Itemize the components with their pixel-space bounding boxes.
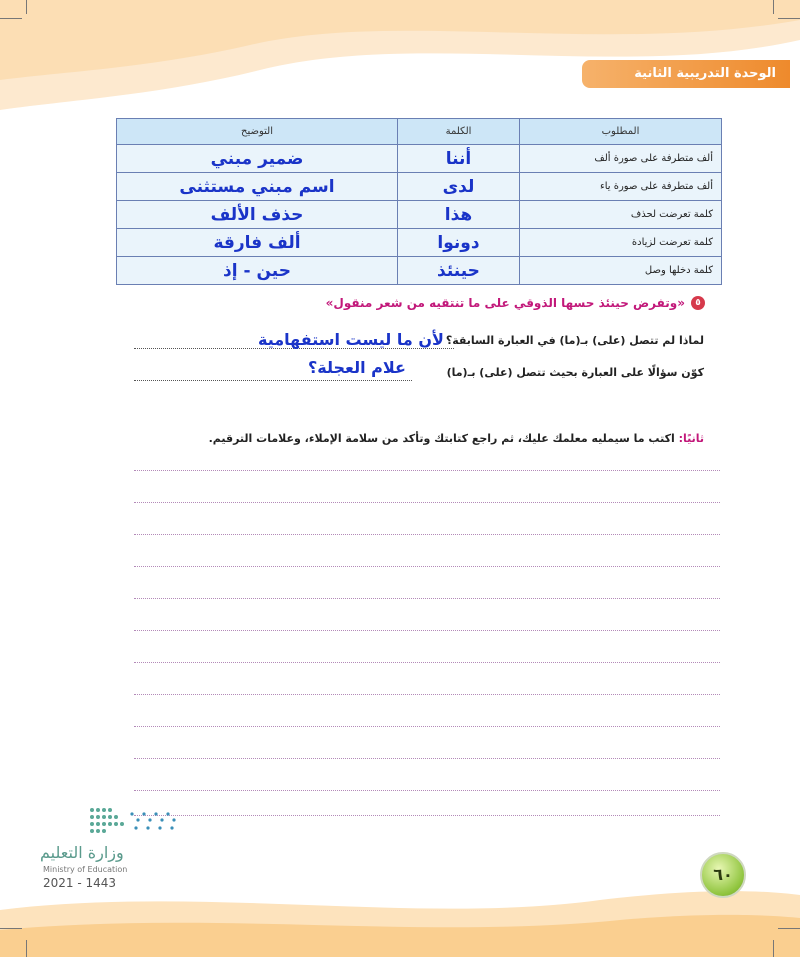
crop-mark [778,928,800,929]
crop-mark [26,940,27,957]
unit-title: الوحدة التدريبية الثانية [582,60,790,88]
ministry-name-english: Ministry of Education [43,865,128,874]
cell-required: كلمة دخلها وصل [520,257,722,285]
cell-word: أننا [398,145,520,173]
cell-explanation: حين - إذ [117,257,398,285]
question-1-text: لماذا لم تتصل (على) بـ(ما) في العبارة السابقة؟ [445,334,704,347]
cell-required: ألف متطرفة على صورة ألف [520,145,722,173]
header-explanation: التوضيح [117,119,398,145]
cell-required: كلمة تعرضت لزيادة [520,229,722,257]
answer-2-dotted-line [134,380,412,381]
table-row [117,257,722,285]
writing-line[interactable] [134,694,720,695]
cell-explanation: حذف الألف [117,201,398,229]
cell-required: كلمة تعرضت لحذف [520,201,722,229]
edition-year: 2021 - 1443 [43,876,117,890]
cell-explanation: ألف فارقة [117,229,398,257]
cell-required: ألف متطرفة على صورة ياء [520,173,722,201]
crop-mark [773,940,774,957]
answer-2-handwritten[interactable]: علام العجلة؟ [308,358,406,377]
table-row [117,201,722,229]
writing-line[interactable] [134,598,720,599]
crop-mark [0,18,22,19]
ministry-logo-icon [88,806,182,836]
words-table [116,118,722,285]
table-row [117,229,722,257]
crop-mark [778,18,800,19]
header-word: الكلمة [398,119,520,145]
writing-line[interactable] [134,630,720,631]
crop-mark [26,0,27,14]
cell-word: دونوا [398,229,520,257]
question-number-badge: ٥ [691,296,705,310]
cell-word: لدى [398,173,520,201]
writing-line[interactable] [134,662,720,663]
writing-line[interactable] [134,726,720,727]
question-2-text: كوّن سؤالًا على العبارة بحيث تتصل (على) بـ(ما) [446,366,704,379]
header-required: المطلوب [520,119,722,145]
section-two-label: ثانيًا: [678,432,704,445]
crop-mark [0,928,22,929]
writing-line[interactable] [134,790,720,791]
writing-line[interactable] [134,815,720,816]
cell-explanation: اسم مبني مستثنى [117,173,398,201]
section-two-text: اكتب ما سيمليه معلمك عليك، ثم راجع كتابتك وتأكد من سلامة الإملاء، وعلامات الترقيم. [208,432,675,445]
question-5-quote [326,296,705,310]
cell-word: حينئذ [398,257,520,285]
table-row [117,145,722,173]
cell-word: هذا [398,201,520,229]
page-number-badge: ٦٠ [700,852,746,898]
writing-line[interactable] [134,534,720,535]
quote-text: «وتفرض حينئذ حسها الذوقي على ما تنتقيه من شعر منقول» [325,296,685,310]
answer-1-handwritten[interactable]: لأن ما ليست استفهامية [258,330,444,349]
table-row [117,173,722,201]
writing-line[interactable] [134,470,720,471]
cell-explanation: ضمير مبني [117,145,398,173]
ministry-name-arabic: وزارة التعليم [40,843,124,862]
writing-line[interactable] [134,566,720,567]
section-two-instruction [209,432,704,445]
crop-mark [773,0,774,14]
writing-line[interactable] [134,502,720,503]
footer-wave-decoration [0,880,800,957]
writing-line[interactable] [134,758,720,759]
table-header-row [117,119,722,145]
